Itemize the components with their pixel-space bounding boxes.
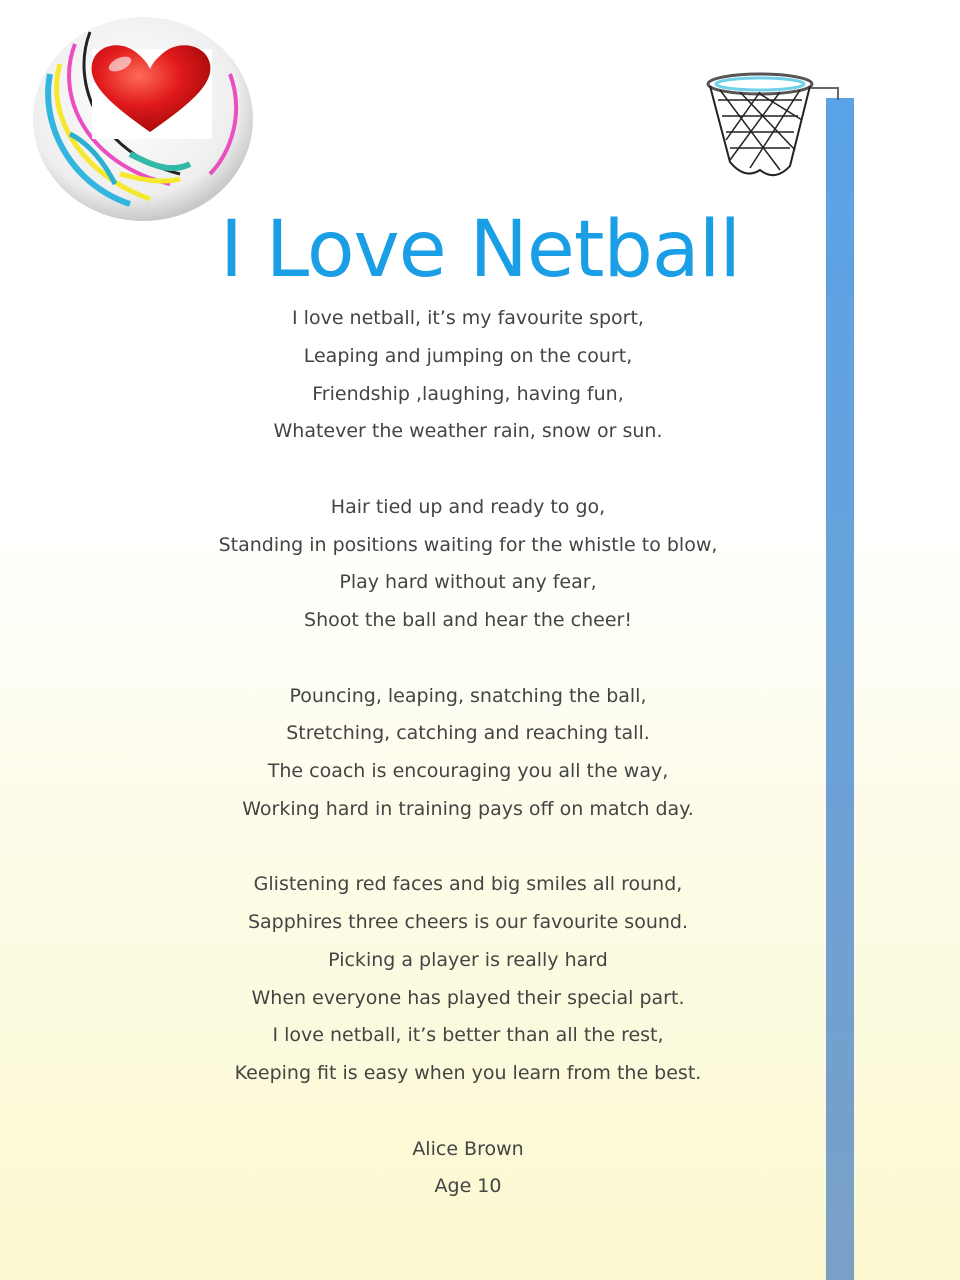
stanza-2 [0,489,936,640]
poem-line: Shoot the ball and hear the cheer! [304,609,632,631]
netball-heart-icon [30,14,256,224]
poem-line: Standing in positions waiting for the whistle to blow, [218,533,718,556]
stanza-1 [0,300,936,451]
poem-line: The coach is encouraging you all the way, [267,760,669,782]
author-credit [0,1131,936,1207]
poem-line: Glistening red faces and big smiles all round, [253,873,683,896]
author-name: Alice Brown [412,1137,524,1160]
poem-line: Play hard without any fear, [339,571,597,594]
poem-line: Friendship ,laughing, having fun, [312,382,624,405]
stanza-4 [0,866,936,1093]
poem-line: Leaping and jumping on the court, [303,344,633,367]
poem-line: Sapphires three cheers is our favourite sound. [247,911,689,933]
poem-line: Picking a player is really hard [328,948,608,971]
poem-line: I love netball, it’s my favourite sport, [292,307,644,329]
poem-line: When everyone has played their special part. [251,986,685,1009]
poem-body [0,300,936,1206]
author-age: Age 10 [434,1175,502,1198]
poem-line: Stretching, catching and reaching tall. [286,722,650,745]
poem-line: I love netball, it’s better than all the rest, [272,1024,664,1047]
poem-line: Pouncing, leaping, snatching the ball, [289,684,647,707]
poem-line: Whatever the weather rain, snow or sun. [273,420,663,443]
poem-line: Working hard in training pays off on match day. [242,797,694,820]
poem-line: Hair tied up and ready to go, [330,495,606,518]
poem-line: Keeping fit is easy when you learn from the best. [234,1062,702,1084]
stanza-3 [0,678,936,829]
poem-title: I Love Netball [219,205,741,295]
